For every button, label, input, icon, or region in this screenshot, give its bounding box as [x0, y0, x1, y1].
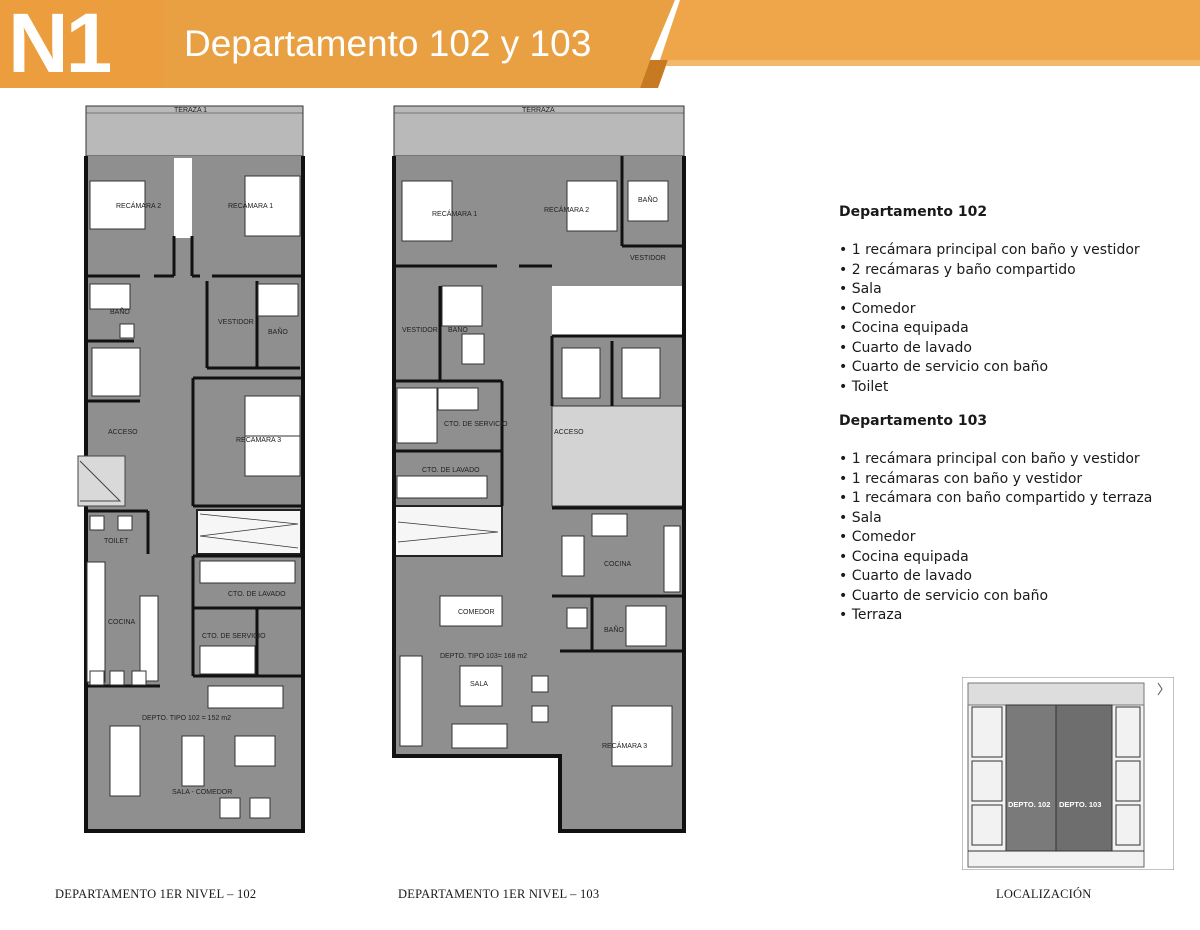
plan103-bano2-label: BAÑO: [448, 327, 468, 334]
floor-plan-103: [382, 96, 692, 836]
list-item: • Cocina equipada: [839, 320, 969, 336]
list-item: • Comedor: [839, 529, 916, 545]
plan102-vestidor-label: VESTIDOR: [218, 319, 254, 326]
plan103-sala-label: SALA: [470, 681, 488, 688]
plan103-lavado-label: CTO. DE LAVADO: [422, 467, 480, 474]
plan102-recamara2-label: RECÁMARA 2: [116, 203, 162, 210]
caption-location: LOCALIZACIÓN: [996, 887, 1092, 901]
apartment-features: [839, 202, 1169, 626]
list-item: • 2 recámaras y baño compartido: [839, 261, 1076, 278]
plan103-recamara3-label: RECÁMARA 3: [602, 743, 648, 750]
plan102-recamara1-label: RECÁMARA 1: [228, 203, 274, 210]
list-item: • 1 recámara principal con baño y vestidor: [839, 242, 1140, 258]
d103-features-list: [839, 450, 1169, 626]
plan103-recamara2-label: RECÁMARA 2: [544, 207, 590, 214]
plan102-servicio-label: CTO. DE SERVICIO: [202, 633, 266, 640]
plan103-terraza-label: TERRAZA: [522, 107, 555, 114]
header-band-shape: [0, 0, 1200, 88]
plan102-sala-label: SALA - COMEDOR: [172, 789, 233, 796]
location-label-102: DEPTO. 102: [1008, 800, 1051, 809]
list-item: • Cuarto de servicio con baño: [839, 587, 1049, 604]
plan102-bano2-label: BAÑO: [268, 329, 288, 336]
list-item: • Cuarto de lavado: [839, 339, 972, 356]
list-item: • Cocina equipada: [839, 548, 969, 565]
floor-plan-102: [70, 96, 320, 836]
plan102-toilet-label: TOILET: [104, 538, 129, 545]
list-item: • Comedor: [839, 300, 916, 317]
list-item: • Cuarto de lavado: [839, 568, 972, 584]
d102-heading: Departamento 102: [839, 204, 988, 220]
plan103-bano3-label: BAÑO: [604, 627, 624, 634]
d102-features-list: [839, 241, 1169, 397]
plan103-tipo-label: DEPTO. TIPO 103= 168 m2: [440, 653, 528, 660]
caption-plan-102: DEPARTAMENTO 1ER NIVEL – 102: [55, 887, 257, 901]
plan102-acceso-label: ACCESO: [108, 429, 138, 436]
plan103-bano1-label: BAÑO: [638, 197, 658, 204]
list-item: • Sala: [839, 509, 882, 526]
plan102-recamara3-label: RECÁMARA 3: [236, 437, 282, 444]
list-item: • Toilet: [839, 378, 889, 395]
level-badge: N1: [8, 0, 110, 90]
plan103-acceso-label: ACCESO: [554, 429, 584, 436]
list-item: • 1 recámara principal con baño y vestidor: [839, 451, 1140, 467]
plan103-vestidor2-label: VESTIDOR: [630, 255, 666, 262]
plan103-comedor-label: COMEDOR: [458, 609, 495, 616]
plan103-vestidor1-label: VESTIDOR: [402, 327, 438, 334]
list-item: • 1 recámara con baño compartido y terraza: [839, 490, 1153, 506]
plan103-recamara1-label: RECÁMARA 1: [432, 211, 478, 218]
page-title: Departamento 102 y 103: [184, 23, 592, 64]
list-item: • Cuarto de servicio con baño: [839, 359, 1049, 375]
header-band: [0, 0, 1200, 88]
list-item: • 1 recámaras con baño y vestidor: [839, 470, 1083, 487]
d103-heading: Departamento 103: [839, 413, 988, 429]
plan102-cocina-label: COCINA: [108, 619, 136, 626]
list-item: • Terraza: [839, 607, 903, 623]
plan102-terraza-label: TERAZA 1: [174, 107, 208, 114]
location-map: [962, 677, 1174, 870]
caption-plan-103: DEPARTAMENTO 1ER NIVEL – 103: [398, 887, 600, 901]
plan102-lavado-label: CTO. DE LAVADO: [228, 591, 286, 598]
plan103-cocina-label: COCINA: [604, 561, 632, 568]
plan102-tipo-label: DEPTO. TIPO 102 = 152 m2: [142, 715, 232, 722]
location-label-103: DEPTO. 103: [1059, 800, 1102, 809]
list-item: • Sala: [839, 281, 882, 297]
plan102-bano1-label: BAÑO: [110, 309, 130, 316]
plan103-servicio-label: CTO. DE SERVICIO: [444, 421, 508, 428]
